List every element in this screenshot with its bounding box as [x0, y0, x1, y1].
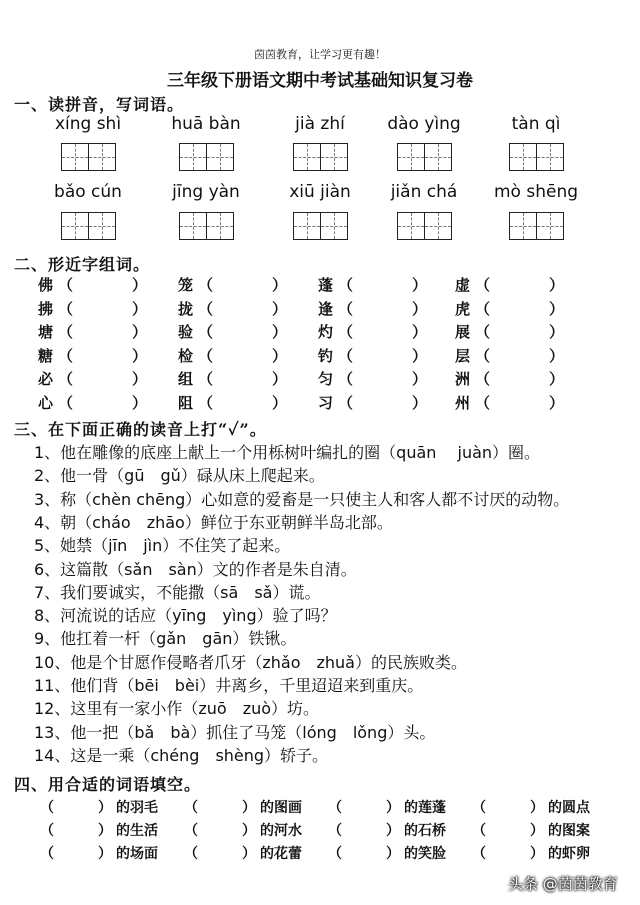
writing-box[interactable] — [61, 143, 116, 171]
close-paren: ） — [98, 823, 112, 839]
word-blank[interactable] — [214, 343, 270, 365]
section-3-heading: 三、在下面正确的读音上打“✓”。 — [14, 420, 267, 439]
phrase-suffix: 的圆点 — [548, 800, 590, 816]
question-item[interactable]: 12、这里有一家小作（zuō zuò）坊。 — [34, 699, 320, 718]
open-paren: （ — [338, 300, 354, 318]
section-4-heading: 四、用合适的词语填空。 — [14, 775, 202, 794]
phrase-suffix: 的石桥 — [404, 823, 446, 839]
similar-char: 习 — [318, 394, 334, 412]
writing-box[interactable] — [61, 212, 116, 240]
word-blank[interactable] — [491, 319, 547, 341]
open-paren: （ — [40, 800, 54, 816]
fill-blank[interactable] — [56, 818, 96, 838]
phrase-suffix: 的花蕾 — [260, 846, 302, 862]
word-blank[interactable] — [214, 366, 270, 388]
word-blank[interactable] — [354, 343, 410, 365]
close-paren: ） — [132, 370, 148, 388]
grid-cell[interactable] — [179, 143, 207, 171]
grid-cell[interactable] — [207, 212, 234, 240]
writing-box[interactable] — [293, 143, 348, 171]
similar-char: 糖 — [38, 347, 54, 365]
open-paren: （ — [184, 800, 198, 816]
fill-blank[interactable] — [344, 818, 384, 838]
close-paren: ） — [412, 347, 428, 365]
fill-blank[interactable] — [488, 795, 528, 815]
writing-box[interactable] — [397, 212, 452, 240]
open-paren: （ — [40, 823, 54, 839]
section-2-heading: 二、形近字组词。 — [14, 255, 151, 274]
question-item[interactable]: 14、这是一乘（chéng shèng）轿子。 — [34, 746, 329, 765]
open-paren: （ — [475, 347, 491, 365]
word-blank[interactable] — [491, 343, 547, 365]
question-item[interactable]: 4、朝（cháo zhāo）鲜位于东亚朝鲜半岛北部。 — [34, 513, 393, 532]
close-paren: ） — [530, 823, 544, 839]
fill-blank[interactable] — [344, 841, 384, 861]
similar-char: 逢 — [318, 300, 334, 318]
open-paren: （ — [338, 394, 354, 412]
open-paren: （ — [338, 276, 354, 294]
grid-cell[interactable] — [537, 143, 564, 171]
open-paren: （ — [475, 323, 491, 341]
word-blank[interactable] — [491, 390, 547, 412]
close-paren: ） — [412, 394, 428, 412]
grid-cell[interactable] — [61, 212, 89, 240]
similar-char: 虚 — [455, 276, 471, 294]
close-paren: ） — [132, 323, 148, 341]
phrase-suffix: 的笑脸 — [404, 846, 446, 862]
pinyin-label: tàn qì — [511, 114, 561, 134]
similar-char: 虎 — [455, 300, 471, 318]
fill-blank[interactable] — [56, 795, 96, 815]
close-paren: ） — [98, 800, 112, 816]
open-paren: （ — [58, 370, 74, 388]
question-item[interactable]: 3、称（chèn chēng）心如意的爱畜是一只使主人和客人都不讨厌的动物。 — [34, 490, 570, 509]
question-item[interactable]: 7、我们要诚实，不能撒（sā sǎ）谎。 — [34, 583, 321, 602]
similar-char: 验 — [178, 323, 194, 341]
close-paren: ） — [386, 800, 400, 816]
slogan: 茵茵教育，让学习更有趣！ — [254, 48, 386, 61]
close-paren: ） — [242, 800, 256, 816]
close-paren: ） — [549, 323, 565, 341]
open-paren: （ — [328, 846, 342, 862]
similar-char: 笼 — [178, 276, 194, 294]
phrase-suffix: 的图案 — [548, 823, 590, 839]
close-paren: ） — [549, 394, 565, 412]
phrase-suffix: 的虾卵 — [548, 846, 590, 862]
open-paren: （ — [328, 823, 342, 839]
writing-box[interactable] — [179, 143, 234, 171]
word-blank[interactable] — [214, 296, 270, 318]
word-blank[interactable] — [354, 296, 410, 318]
word-blank[interactable] — [491, 272, 547, 294]
word-blank[interactable] — [74, 296, 130, 318]
phrase-suffix: 的莲蓬 — [404, 800, 446, 816]
question-item[interactable]: 6、这篇散（sǎn sàn）文的作者是朱自清。 — [34, 560, 357, 579]
open-paren: （ — [198, 276, 214, 294]
word-blank[interactable] — [354, 272, 410, 294]
close-paren: ） — [412, 300, 428, 318]
word-blank[interactable] — [354, 390, 410, 412]
question-item[interactable]: 8、河流说的话应（yīng yìng）验了吗？ — [34, 606, 337, 625]
close-paren: ） — [98, 846, 112, 862]
close-paren: ） — [549, 276, 565, 294]
fill-blank[interactable] — [200, 841, 240, 861]
similar-char: 展 — [455, 323, 471, 341]
writing-box[interactable] — [397, 143, 452, 171]
close-paren: ） — [132, 300, 148, 318]
grid-cell[interactable] — [89, 143, 116, 171]
fill-blank[interactable] — [56, 841, 96, 861]
similar-char: 蓬 — [318, 276, 334, 294]
close-paren: ） — [272, 370, 288, 388]
open-paren: （ — [184, 846, 198, 862]
pinyin-label: jīng yàn — [172, 182, 240, 202]
word-blank[interactable] — [74, 272, 130, 294]
open-paren: （ — [58, 394, 74, 412]
open-paren: （ — [58, 276, 74, 294]
open-paren: （ — [338, 347, 354, 365]
close-paren: ） — [272, 347, 288, 365]
pinyin-label: bǎo cún — [54, 182, 122, 202]
close-paren: ） — [549, 300, 565, 318]
word-blank[interactable] — [491, 366, 547, 388]
question-item[interactable]: 9、他扛着一杆（gǎn gān）铁锹。 — [34, 629, 297, 648]
writing-box[interactable] — [179, 212, 234, 240]
similar-char: 心 — [38, 394, 54, 412]
writing-box[interactable] — [293, 212, 348, 240]
pinyin-label: xiū jiàn — [289, 182, 351, 202]
similar-char: 塘 — [38, 323, 54, 341]
open-paren: （ — [198, 300, 214, 318]
close-paren: ） — [272, 394, 288, 412]
pinyin-label: jiǎn chá — [390, 182, 458, 202]
close-paren: ） — [530, 800, 544, 816]
word-blank[interactable] — [354, 366, 410, 388]
grid-cell[interactable] — [179, 212, 207, 240]
fill-blank[interactable] — [344, 795, 384, 815]
similar-char: 拢 — [178, 300, 194, 318]
close-paren: ） — [549, 347, 565, 365]
grid-cell[interactable] — [293, 143, 321, 171]
fill-blank[interactable] — [488, 841, 528, 861]
question-item[interactable]: 11、他们背（bēi bèi）井离乡，千里迢迢来到重庆。 — [34, 676, 424, 695]
section-1-heading: 一、读拼音，写词语。 — [14, 95, 185, 114]
close-paren: ） — [386, 823, 400, 839]
similar-char: 拂 — [38, 300, 54, 318]
close-paren: ） — [132, 394, 148, 412]
word-blank[interactable] — [491, 296, 547, 318]
close-paren: ） — [242, 846, 256, 862]
close-paren: ） — [549, 370, 565, 388]
close-paren: ） — [386, 846, 400, 862]
fill-blank[interactable] — [200, 795, 240, 815]
pinyin-label: dào yìng — [387, 114, 461, 134]
page-title: 三年级下册语文期中考试基础知识复习卷 — [167, 71, 473, 91]
similar-char: 层 — [455, 347, 471, 365]
grid-cell[interactable] — [207, 143, 234, 171]
watermark: 头条 @茵茵教育 — [508, 875, 618, 893]
similar-char: 州 — [455, 394, 471, 412]
word-blank[interactable] — [214, 319, 270, 341]
close-paren: ） — [530, 846, 544, 862]
open-paren: （ — [198, 323, 214, 341]
similar-char: 佛 — [38, 276, 54, 294]
grid-cell[interactable] — [509, 212, 537, 240]
grid-cell[interactable] — [397, 212, 425, 240]
similar-char: 必 — [38, 370, 54, 388]
similar-char: 灼 — [318, 323, 334, 341]
open-paren: （ — [475, 300, 491, 318]
phrase-suffix: 的河水 — [260, 823, 302, 839]
phrase-suffix: 的生活 — [116, 823, 158, 839]
open-paren: （ — [58, 300, 74, 318]
grid-cell[interactable] — [425, 143, 452, 171]
open-paren: （ — [475, 394, 491, 412]
open-paren: （ — [475, 276, 491, 294]
question-item[interactable]: 10、他是个甘愿作侵略者爪牙（zhǎo zhuǎ）的民族败类。 — [34, 653, 467, 672]
word-blank[interactable] — [74, 390, 130, 412]
writing-box[interactable] — [509, 212, 564, 240]
pinyin-label: xíng shì — [54, 114, 122, 134]
grid-cell[interactable] — [425, 212, 452, 240]
phrase-suffix: 的场面 — [116, 846, 158, 862]
pinyin-label: huā bàn — [171, 114, 241, 134]
similar-char: 钓 — [318, 347, 334, 365]
word-blank[interactable] — [354, 319, 410, 341]
grid-cell[interactable] — [321, 212, 348, 240]
close-paren: ） — [412, 276, 428, 294]
similar-char: 检 — [178, 347, 194, 365]
question-item[interactable]: 2、他一骨（gū gǔ）碌从床上爬起来。 — [34, 466, 325, 485]
close-paren: ） — [412, 370, 428, 388]
pinyin-label: jià zhí — [295, 114, 345, 134]
open-paren: （ — [472, 846, 486, 862]
grid-cell[interactable] — [89, 212, 116, 240]
close-paren: ） — [272, 276, 288, 294]
close-paren: ） — [412, 323, 428, 341]
question-item[interactable]: 13、他一把（bǎ bà）抓住了马笼（lóng lǒng）头。 — [34, 723, 436, 742]
open-paren: （ — [328, 800, 342, 816]
open-paren: （ — [475, 370, 491, 388]
writing-box[interactable] — [509, 143, 564, 171]
similar-char: 阻 — [178, 394, 194, 412]
open-paren: （ — [198, 370, 214, 388]
fill-blank[interactable] — [200, 818, 240, 838]
close-paren: ） — [132, 276, 148, 294]
word-blank[interactable] — [74, 343, 130, 365]
close-paren: ） — [272, 323, 288, 341]
open-paren: （ — [58, 323, 74, 341]
phrase-suffix: 的图画 — [260, 800, 302, 816]
word-blank[interactable] — [74, 319, 130, 341]
grid-cell[interactable] — [397, 143, 425, 171]
word-blank[interactable] — [214, 390, 270, 412]
open-paren: （ — [472, 823, 486, 839]
question-item[interactable]: 5、她禁（jīn jìn）不住笑了起来。 — [34, 536, 291, 555]
grid-cell[interactable] — [293, 212, 321, 240]
close-paren: ） — [272, 300, 288, 318]
grid-cell[interactable] — [321, 143, 348, 171]
similar-char: 组 — [178, 370, 194, 388]
open-paren: （ — [338, 370, 354, 388]
close-paren: ） — [242, 823, 256, 839]
pinyin-label: mò shēng — [493, 182, 579, 202]
open-paren: （ — [198, 347, 214, 365]
word-blank[interactable] — [214, 272, 270, 294]
fill-blank[interactable] — [488, 818, 528, 838]
phrase-suffix: 的羽毛 — [116, 800, 158, 816]
close-paren: ） — [132, 347, 148, 365]
grid-cell[interactable] — [509, 143, 537, 171]
open-paren: （ — [184, 823, 198, 839]
question-item[interactable]: 1、他在雕像的底座上献上一个用栎树叶编扎的圈（quān juàn）圈。 — [34, 443, 541, 462]
similar-char: 匀 — [318, 370, 334, 388]
open-paren: （ — [58, 347, 74, 365]
open-paren: （ — [198, 394, 214, 412]
word-blank[interactable] — [74, 366, 130, 388]
similar-char: 洲 — [455, 370, 471, 388]
open-paren: （ — [472, 800, 486, 816]
grid-cell[interactable] — [61, 143, 89, 171]
open-paren: （ — [338, 323, 354, 341]
open-paren: （ — [40, 846, 54, 862]
grid-cell[interactable] — [537, 212, 564, 240]
